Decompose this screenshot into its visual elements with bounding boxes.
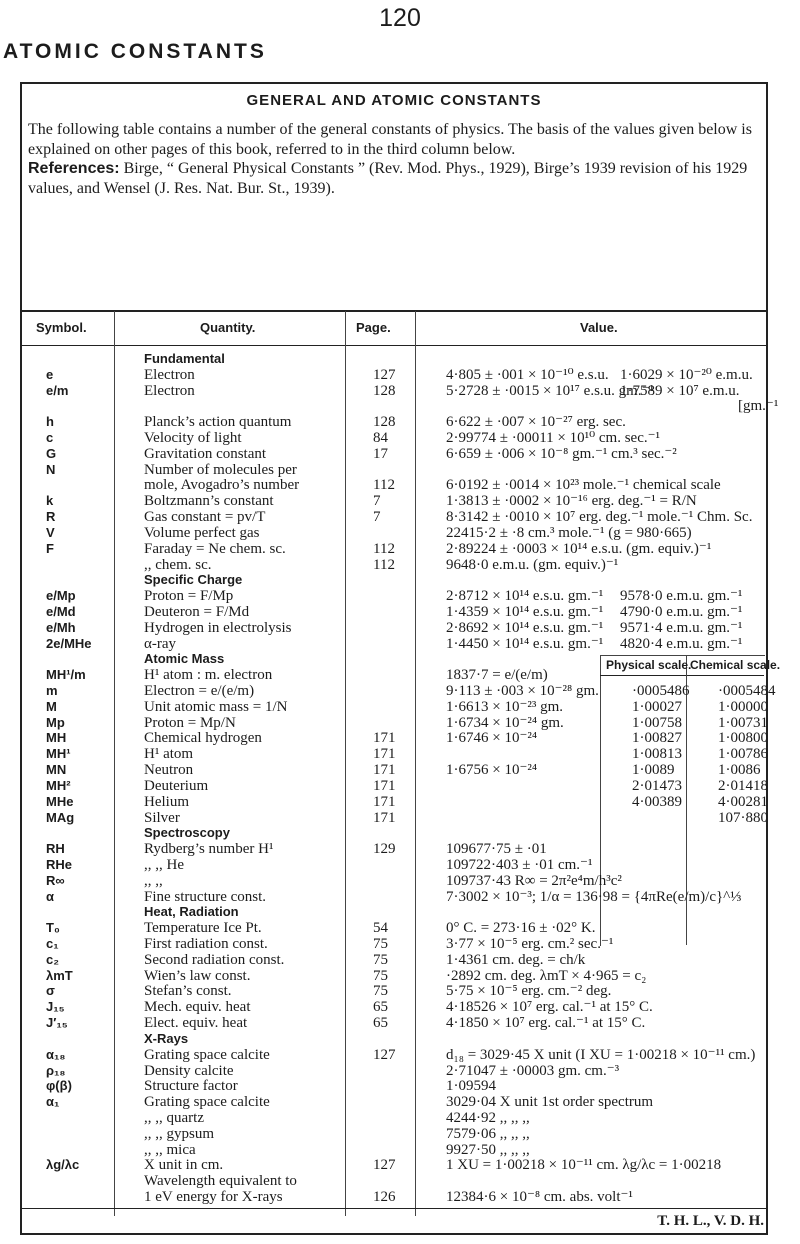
quantity-cell: Density calcite [144, 1062, 234, 1079]
value-cell: 2·8692 × 10¹⁴ e.s.u. gm.⁻¹ [446, 619, 604, 636]
symbol-cell: c₁ [46, 936, 59, 952]
section-title: Heat, Radiation [144, 904, 239, 920]
col-header-symbol: Symbol. [36, 320, 87, 335]
value-cell: 9648·0 e.m.u. (gm. equiv.)⁻¹ [446, 556, 619, 573]
symbol-cell: σ [46, 983, 55, 999]
subtable-header-chemical: Chemical scale. [690, 658, 781, 672]
symbol-cell: 2e/MHe [46, 635, 92, 651]
symbol-cell: λg/λc [46, 1157, 80, 1173]
symbol-cell: MN [46, 762, 67, 778]
references-text: Birge, “ General Physical Constants ” (Rev. Mod. Phys., 1929), Birge’s 1939 revision of his 1929 values, and Wensel (J. Res. Nat. Bur. St., 1939). [28, 160, 748, 197]
col-header-page: Page. [356, 320, 391, 335]
symbol-cell: e/m [46, 382, 69, 398]
value-secondary-cell: 4820·4 e.m.u. gm.⁻¹ [620, 635, 743, 652]
quantity-cell: Stefan’s const. [144, 983, 232, 1000]
quantity-cell: Deuterium [144, 777, 209, 794]
value-cell: 9·113 ± ·003 × 10⁻²⁸ gm. [446, 683, 599, 700]
page-cell: 171 [373, 777, 396, 794]
quantity-cell: mole, Avogadro’s number [144, 477, 300, 494]
page-cell: 129 [373, 841, 396, 858]
section-title: Spectroscopy [144, 825, 230, 841]
quantity-cell: Proton = Mp/N [144, 714, 236, 731]
symbol-cell: e/Mh [46, 619, 76, 635]
quantity-cell: ,, ,, gypsum [144, 1125, 215, 1142]
physical-scale-cell: 1·00813 [632, 746, 682, 763]
chemical-scale-cell: 1·00000 [718, 698, 768, 715]
intro-paragraph: The following table contains a number of the general constants of physics. The basis of the values given below is explained on other pages of this book, referred to in the third column below. [28, 121, 752, 158]
col-header-quantity: Quantity. [200, 320, 256, 335]
chemical-scale-cell: 4·00281 [718, 793, 768, 810]
quantity-cell: X unit in cm. [144, 1157, 224, 1174]
page-cell: 75 [373, 936, 388, 953]
quantity-cell: First radiation const. [144, 936, 268, 953]
value-cell: 8·3142 ± ·0010 × 10⁷ erg. deg.⁻¹ mole.⁻¹ Chm. Sc. [446, 509, 753, 526]
quantity-cell: 1 eV energy for X-rays [144, 1189, 283, 1205]
quantity-cell: Electron [144, 382, 195, 399]
quantity-cell: Hydrogen in electrolysis [144, 619, 292, 636]
symbol-cell: RHe [46, 856, 73, 872]
value-cell: 3029·04 X unit 1st order spectrum [446, 1094, 654, 1111]
physical-scale-cell: ·0005486 [632, 683, 690, 700]
page-cell: 54 [373, 920, 388, 937]
value-cell: d₁₈ = 3029·45 X unit (I XU = 1·00218 × 10⁻¹¹ cm.) [446, 1046, 756, 1063]
quantity-cell: Neutron [144, 762, 194, 779]
symbol-cell: F [46, 540, 54, 556]
value-cell: 22415·2 ± ·8 cm.³ mole.⁻¹ (g = 980·665) [446, 524, 692, 541]
value-cell: 109722·403 ± ·01 cm.⁻¹ [446, 856, 593, 873]
page-cell: 126 [373, 1189, 396, 1205]
symbol-cell: RH [46, 841, 65, 857]
quantity-cell: α-ray [144, 635, 177, 652]
quantity-cell: Wavelength equivalent to [144, 1173, 297, 1190]
symbol-cell: G [46, 445, 57, 461]
quantity-cell: Velocity of light [144, 430, 242, 447]
page-cell: 127 [373, 366, 396, 383]
value-cell: 2·89224 ± ·0003 × 10¹⁴ e.s.u. (gm. equiv.)⁻¹ [446, 540, 712, 557]
quantity-cell: ,, ,, [144, 872, 163, 889]
page-cell: 75 [373, 967, 388, 984]
page-cell: 127 [373, 1046, 396, 1063]
value-cell: 1·6746 × 10⁻²⁴ [446, 730, 538, 747]
value-cell: 1·3813 ± ·0002 × 10⁻¹⁶ erg. deg.⁻¹ = R/N [446, 493, 697, 510]
intro-text [28, 120, 764, 198]
chemical-scale-cell: ·0005484 [718, 683, 776, 700]
page-cell: 65 [373, 999, 388, 1016]
page-cell: 171 [373, 746, 396, 763]
quantity-cell: Grating space calcite [144, 1094, 270, 1111]
subtable-header-physical: Physical scale. [606, 658, 692, 672]
symbol-cell: h [46, 414, 54, 430]
chemical-scale-cell: 1·0086 [718, 762, 761, 779]
quantity-cell: Number of molecules per [144, 461, 297, 478]
value-secondary-cell: 1·7589 × 10⁷ e.m.u. [620, 382, 740, 399]
value-cell: 109677·75 ± ·01 [446, 841, 547, 858]
symbol-cell: MH¹/m [46, 667, 86, 683]
chemical-scale-cell: 2·01418 [718, 777, 768, 794]
value-cell: 9927·50 ,, ,, ,, [446, 1141, 530, 1158]
value-secondary-cell: 1·6029 × 10⁻²⁰ e.m.u. [620, 366, 753, 383]
section-title: Fundamental [144, 351, 225, 366]
section-title: X-Rays [144, 1030, 189, 1046]
page-cell: 171 [373, 793, 396, 810]
value-cell: 6·659 ± ·006 × 10⁻⁸ gm.⁻¹ cm.³ sec.⁻² [446, 445, 677, 462]
symbol-cell: MH¹ [46, 746, 71, 762]
section-title: Atomic Mass [144, 651, 225, 667]
symbol-cell: e/Md [46, 603, 76, 619]
physical-scale-cell: 1·00758 [632, 714, 682, 731]
value-cell: 5·2728 ± ·0015 × 10¹⁷ e.s.u. gm.⁻¹ [446, 382, 654, 399]
value-cell: 109737·43 R∞ = 2π²e⁴m/h³c² [446, 872, 622, 889]
value-cell: 1·6613 × 10⁻²³ gm. [446, 698, 564, 715]
quantity-cell: Structure factor [144, 1078, 238, 1095]
symbol-cell: c [46, 430, 54, 446]
quantity-cell: H¹ atom : m. electron [144, 667, 273, 684]
quantity-cell: Electron = e/(e/m) [144, 683, 255, 700]
value-secondary-cell: 9571·4 e.m.u. gm.⁻¹ [620, 619, 743, 636]
page-cell: 128 [373, 382, 396, 399]
symbol-cell: φ(β) [46, 1078, 72, 1094]
symbol-cell: T₀ [46, 920, 60, 936]
page-cell: 112 [373, 540, 395, 557]
value-cell: 5·75 × 10⁻⁵ erg. cm.⁻² deg. [446, 983, 612, 1000]
quantity-cell: Rydberg’s number H¹ [144, 841, 274, 858]
symbol-cell: Mp [46, 714, 65, 730]
symbol-cell: R∞ [46, 872, 65, 888]
symbol-cell: α₁ [46, 1094, 60, 1110]
quantity-cell: Proton = F/Mp [144, 588, 234, 605]
quantity-cell: ,, ,, mica [144, 1141, 196, 1158]
symbol-cell: α [46, 888, 54, 904]
symbol-cell: R [46, 509, 56, 525]
page-cell: 112 [373, 556, 395, 573]
value-cell: 1·4450 × 10¹⁴ e.s.u. gm.⁻¹ [446, 635, 604, 652]
page-cell: 171 [373, 762, 396, 779]
symbol-cell: e/Mp [46, 588, 76, 604]
value-continuation-cell: [gm.⁻¹ [738, 398, 779, 415]
quantity-cell: Temperature Ice Pt. [144, 920, 262, 937]
value-cell: 7579·06 ,, ,, ,, [446, 1125, 530, 1142]
symbol-cell: M [46, 698, 57, 714]
quantity-cell: Gravitation constant [144, 445, 267, 462]
page-cell: 75 [373, 983, 388, 1000]
physical-scale-cell: 1·00027 [632, 698, 682, 715]
symbol-cell: MHe [46, 793, 74, 809]
quantity-cell: ,, ,, quartz [144, 1109, 204, 1126]
quantity-cell: Unit atomic mass = 1/N [144, 698, 288, 715]
value-secondary-cell: 9578·0 e.m.u. gm.⁻¹ [620, 588, 743, 605]
page-cell: 7 [373, 509, 381, 526]
chemical-scale-cell: 1·00800 [718, 730, 768, 747]
page-cell: 127 [373, 1157, 396, 1174]
symbol-cell: λmT [46, 967, 73, 983]
quantity-cell: Helium [144, 793, 189, 810]
value-cell: 12384·6 × 10⁻⁸ cm. abs. volt⁻¹ [446, 1189, 633, 1205]
value-cell: 4·805 ± ·001 × 10⁻¹⁰ e.s.u. [446, 366, 609, 383]
references-label: References: [28, 160, 120, 177]
page-number: 120 [379, 4, 421, 32]
physical-scale-cell: 1·0089 [632, 762, 675, 779]
value-cell: 7·3002 × 10⁻³; 1/α = 136·98 = {4πRe(e/m)/c}^⅓ [446, 888, 742, 905]
quantity-cell: Elect. equiv. heat [144, 1015, 248, 1032]
page-cell: 84 [373, 430, 388, 447]
quantity-cell: Gas constant = pv/T [144, 509, 266, 526]
running-head: ATOMIC CONSTANTS [3, 40, 267, 63]
header-top-rule [20, 310, 768, 312]
value-cell: 6·622 ± ·007 × 10⁻²⁷ erg. sec. [446, 414, 626, 431]
symbol-cell: J′₁₅ [46, 1015, 68, 1031]
symbol-cell: J₁₅ [46, 999, 65, 1015]
symbol-cell: e [46, 366, 54, 382]
page-cell: 171 [373, 730, 396, 747]
page-cell: 112 [373, 477, 395, 494]
physical-scale-cell: 1·00827 [632, 730, 682, 747]
value-cell: 0° C. = 273·16 ± ·02° K. [446, 920, 596, 937]
table-bottom-rule [20, 1208, 768, 1209]
page-cell: 75 [373, 951, 388, 968]
physical-scale-cell: 4·00389 [632, 793, 682, 810]
symbol-cell: MAg [46, 809, 75, 825]
page-cell: 171 [373, 809, 396, 826]
value-cell: 1·6756 × 10⁻²⁴ [446, 762, 538, 779]
quantity-cell: Volume perfect gas [144, 524, 260, 541]
quantity-cell: ,, ,, He [144, 856, 184, 873]
quantity-cell: Planck’s action quantum [144, 414, 292, 431]
header-bottom-rule [20, 345, 768, 346]
value-cell: 2·71047 ± ·00003 gm. cm.⁻³ [446, 1062, 620, 1079]
value-cell: 2·8712 × 10¹⁴ e.s.u. gm.⁻¹ [446, 588, 604, 605]
col-header-value: Value. [580, 320, 618, 335]
symbol-cell: N [46, 461, 56, 477]
chemical-scale-cell: 1·00786 [718, 746, 768, 763]
value-cell: 4·18526 × 10⁷ erg. cal.⁻¹ at 15° C. [446, 999, 653, 1016]
quantity-cell: Silver [144, 809, 180, 826]
value-cell: 1·4359 × 10¹⁴ e.s.u. gm.⁻¹ [446, 603, 604, 620]
quantity-cell: Boltzmann’s constant [144, 493, 274, 510]
quantity-cell: H¹ atom [144, 746, 194, 763]
chemical-scale-cell: 1·00731 [718, 714, 768, 731]
value-cell: 4244·92 ,, ,, ,, [446, 1109, 530, 1126]
value-cell: 2·99774 ± ·00011 × 10¹⁰ cm. sec.⁻¹ [446, 430, 661, 447]
value-cell: 1 XU = 1·00218 × 10⁻¹¹ cm. λg/λc = 1·00218 [446, 1157, 722, 1174]
quantity-cell: Faraday = Ne chem. sc. [144, 540, 286, 557]
symbol-cell: m [46, 683, 58, 699]
value-cell: 1·09594 [446, 1078, 496, 1095]
page-cell: 65 [373, 1015, 388, 1032]
value-cell: 1837·7 = e/(e/m) [446, 667, 548, 684]
physical-scale-cell: 2·01473 [632, 777, 682, 794]
quantity-cell: Mech. equiv. heat [144, 999, 251, 1016]
value-cell: 4·1850 × 10⁷ erg. cal.⁻¹ at 15° C. [446, 1015, 646, 1032]
table-row [20, 1188, 768, 1206]
symbol-cell: k [46, 493, 54, 509]
symbol-cell: ρ₁₈ [46, 1062, 66, 1078]
value-cell: 3·77 × 10⁻⁵ erg. cm.² sec.⁻¹ [446, 936, 614, 953]
quantity-cell: Chemical hydrogen [144, 730, 262, 747]
value-cell: 1·6734 × 10⁻²⁴ gm. [446, 714, 564, 731]
symbol-cell: V [46, 524, 55, 540]
quantity-cell: Deuteron = F/Md [144, 603, 250, 620]
quantity-cell: Wien’s law const. [144, 967, 251, 984]
symbol-cell: α₁₈ [46, 1046, 66, 1062]
quantity-cell: Second radiation const. [144, 951, 285, 968]
page-cell: 128 [373, 414, 396, 431]
chemical-scale-cell: 107·880 [718, 809, 768, 826]
symbol-cell: MH [46, 730, 67, 746]
value-cell: ·2892 cm. deg. λmT × 4·965 = c₂ [446, 967, 647, 984]
value-cell: 6·0192 ± ·0014 × 10²³ mole.⁻¹ chemical scale [446, 477, 721, 494]
quantity-cell: Grating space calcite [144, 1046, 270, 1063]
table-heading: GENERAL AND ATOMIC CONSTANTS [246, 92, 542, 109]
symbol-cell: MH² [46, 777, 71, 793]
footer-initials: T. H. L., V. D. H. [657, 1213, 764, 1229]
page-cell: 7 [373, 493, 381, 510]
quantity-cell: Fine structure const. [144, 888, 267, 905]
value-secondary-cell: 4790·0 e.m.u. gm.⁻¹ [620, 603, 743, 620]
section-title: Specific Charge [144, 572, 243, 588]
page-cell: 17 [373, 445, 388, 462]
symbol-cell: c₂ [46, 951, 60, 967]
value-cell: 1·4361 cm. deg. = ch/k [446, 951, 586, 968]
quantity-cell: ,, chem. sc. [144, 556, 212, 573]
quantity-cell: Electron [144, 366, 195, 383]
